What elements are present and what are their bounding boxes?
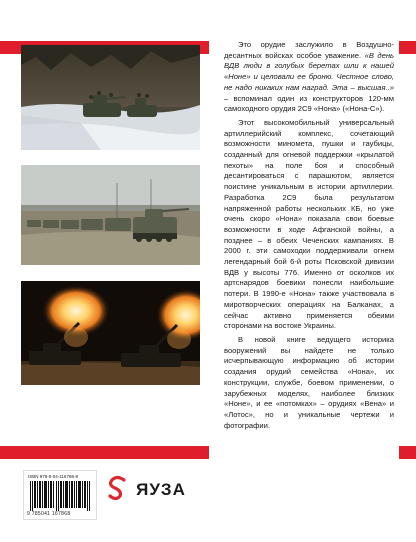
blurb-paragraph-1: Это орудие заслужило в Воздушно-десантных войсках особое уважение. «В день ВДВ люди в голубых беретах шли к нашей «Ноне» и целовали ее броню. Честное слово, не надо никаких нам наград. Эта – высшая..» – вспоминал один из конструкторов 120-мм самоходного орудия 2С9 «Нона» («Нона-С»). (224, 40, 394, 114)
isbn-bottom-label: 9 785041 167868 (27, 511, 71, 517)
blurb-text-column (224, 40, 394, 434)
snow-convoy-photo (21, 45, 200, 150)
night-firing-photo (21, 281, 200, 385)
blurb-paragraph-3: В новой книге ведущего историка вооружений вы найдете не только исчерпывающую информацию об истории создания орудий семейства «Нона», их конструкции, службе, боевом применении, о зарубежных моделях, наиболее близких «Ноне», и ее «потомках» – орудиях «Вена» и «Лотос», но и уникальные чертежи и фотографии. (224, 334, 394, 430)
barcode-bars (30, 481, 90, 511)
svg-text:ЯУЗА: ЯУЗА (136, 480, 186, 499)
eksmo-s-logo-icon (107, 475, 129, 501)
field-column-photo (21, 165, 200, 265)
yauza-publisher-logo (135, 476, 187, 502)
blurb-paragraph-2: Этот высокомобильный универсальный артиллерийский комплекс, сочетающий возможности минометa, пушки и гаубицы, созданный для огневой поддержки «крылатой пехоты» на поле боя и способный десантироваться с парашютом, является поистине уникальным в истории артиллерии. Разработка 2С9 была результатом напряженной работы нескольких КБ, но уже очень скоро «Нона» показала свои боевые возможности в ходе Афганской войны, а позднее – в обеих Чеченских кампаниях. В 2000 г. эти самоходки поддерживали огнем легендарный бой 6-й роты Псковской дивизии ВДВ у высоты 776. Именно от осколков их артснарядов боевики понесли наибольшие потери. В 1990-е «Нона» также участвовала в миротворческих операциях на Балканах, а сейчас активно применяется обеими сторонами на востоке Украины. (224, 117, 394, 331)
isbn-barcode (23, 470, 97, 520)
isbn-top-label: ISBN 978-5-04-116786-8 (28, 474, 78, 479)
